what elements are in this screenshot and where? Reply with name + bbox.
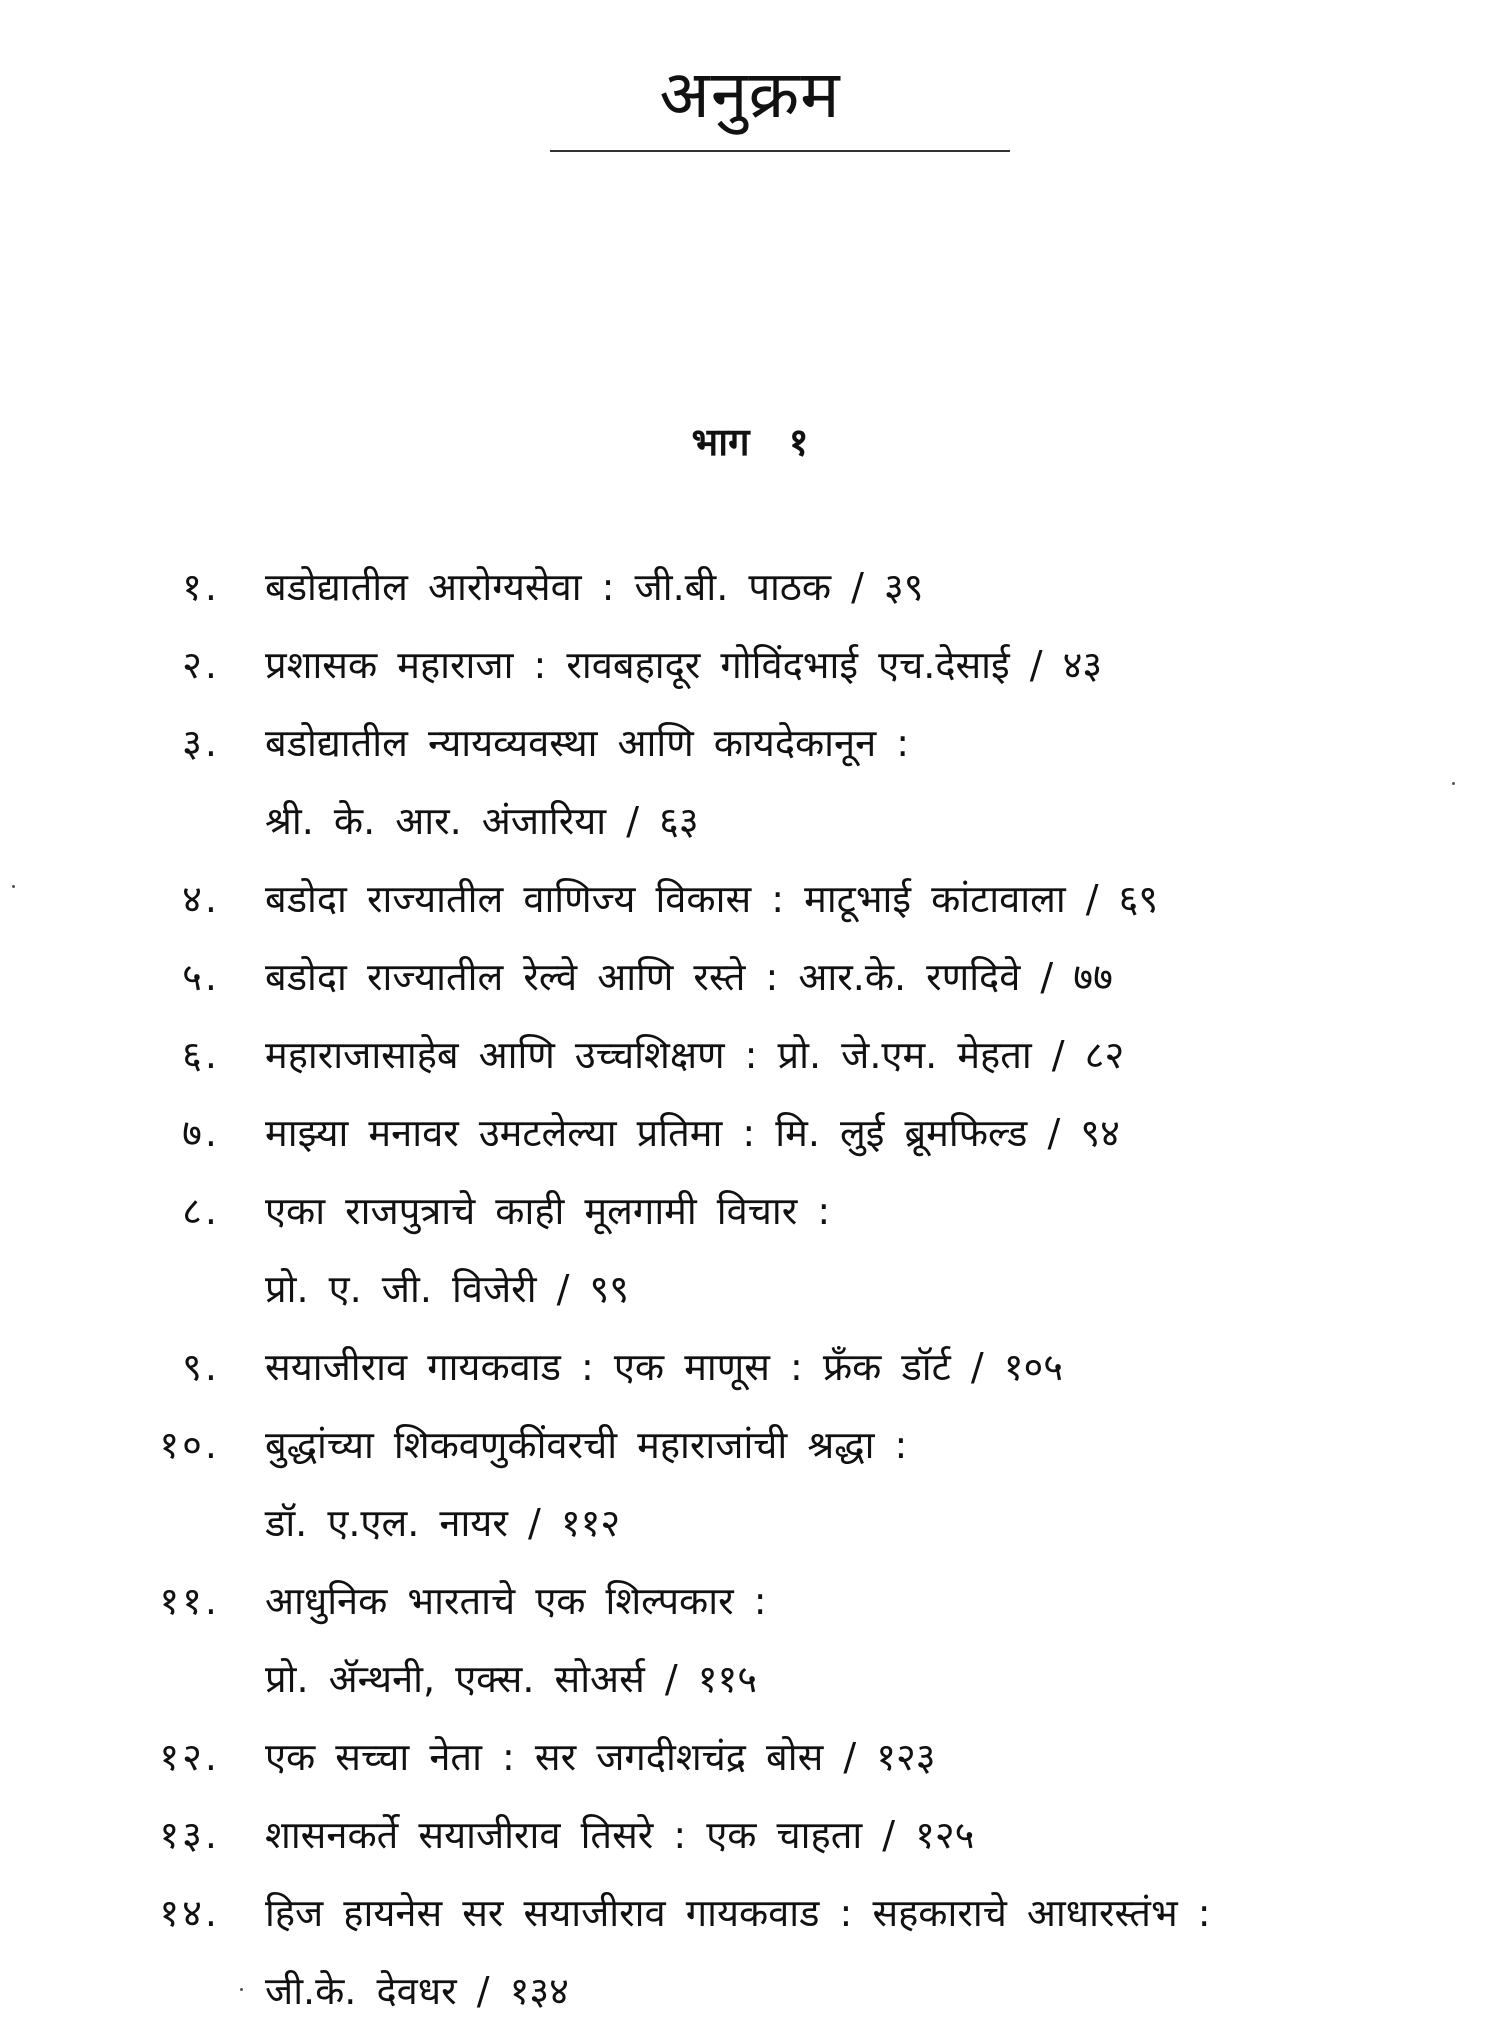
- toc-entry-author-line: श्री. के. आर. अंजारिया / ६३: [265, 799, 699, 843]
- toc-entry-title-line: बडोदा राज्यातील वाणिज्य विकास : माटूभाई कांटावाला / ६९: [265, 877, 1159, 921]
- part-heading: भाग १: [691, 420, 809, 464]
- toc-entry-number: १०.: [159, 1423, 220, 1467]
- toc-entry: [0, 626, 1500, 704]
- toc-entry-title-line: महाराजासाहेब आणि उच्चशिक्षण : प्रो. जे.एम. मेहता / ८२: [265, 1033, 1125, 1077]
- toc-entry-number: ३.: [182, 721, 220, 765]
- toc-entry: [0, 860, 1500, 938]
- toc-entry: [0, 1016, 1500, 1094]
- toc-entry-text: [265, 860, 1465, 938]
- toc-entry: [0, 938, 1500, 1016]
- toc-entry: [0, 1562, 1500, 1718]
- toc-entry-text: [265, 626, 1465, 704]
- title-underline: [550, 150, 1010, 152]
- toc-entry-title-line: बडोद्यातील न्यायव्यवस्था आणि कायदेकानून :: [265, 721, 910, 765]
- table-of-contents: [0, 548, 1500, 2030]
- toc-entry-number: ७.: [182, 1111, 220, 1155]
- toc-entry: [0, 1718, 1500, 1796]
- toc-entry-text: [265, 1796, 1465, 1874]
- toc-entry-number: १.: [182, 565, 220, 609]
- toc-entry-number: ५.: [182, 955, 220, 999]
- toc-entry-author-line: जी.के. देवधर / १३४: [265, 1969, 569, 2013]
- toc-entry-title-line: बुद्धांच्या शिकवणुकींवरची महाराजांची श्रद्धा :: [265, 1423, 908, 1467]
- toc-entry: [0, 1328, 1500, 1406]
- toc-entry-title-line: बडोद्यातील आरोग्यसेवा : जी.बी. पाठक / ३९: [265, 565, 924, 609]
- toc-entry-title-line: माझ्या मनावर उमटलेल्या प्रतिमा : मि. लुई ब्रूमफिल्ड / ९४: [265, 1111, 1120, 1155]
- toc-entry-author-line: प्रो. ए. जी. विजेरी / ९९: [265, 1267, 630, 1311]
- scan-speck: [1452, 782, 1455, 785]
- toc-entry-text: [265, 1016, 1465, 1094]
- toc-entry-number: २.: [182, 643, 220, 687]
- toc-entry-text: [265, 548, 1465, 626]
- toc-entry-title-line: आधुनिक भारताचे एक शिल्पकार :: [265, 1579, 767, 1623]
- toc-entry: [0, 704, 1500, 860]
- toc-entry-author-line: प्रो. ॲन्थनी, एक्स. सोअर्स / ११५: [265, 1657, 758, 1701]
- toc-entry-text: [265, 1094, 1465, 1172]
- toc-entry-title-line: एक सच्चा नेता : सर जगदीशचंद्र बोस / १२३: [265, 1735, 936, 1779]
- toc-entry-number: ९.: [182, 1345, 220, 1389]
- scan-speck: [240, 1988, 243, 1991]
- toc-entry-text: [265, 1328, 1465, 1406]
- toc-entry-text: [265, 1406, 1465, 1562]
- toc-entry: [0, 1094, 1500, 1172]
- toc-entry-text: [265, 938, 1465, 1016]
- toc-entry-title-line: एका राजपुत्राचे काही मूलगामी विचार :: [265, 1189, 831, 1233]
- toc-entry-number: ६.: [182, 1033, 220, 1077]
- toc-entry-number: ११.: [159, 1579, 220, 1623]
- toc-entry-text: [265, 1562, 1465, 1718]
- toc-entry: [0, 1874, 1500, 2030]
- toc-entry: [0, 1406, 1500, 1562]
- scan-speck: [12, 885, 15, 888]
- toc-entry: [0, 1172, 1500, 1328]
- toc-entry-text: [265, 1172, 1465, 1328]
- toc-entry-number: ४.: [182, 877, 220, 921]
- toc-entry: [0, 1796, 1500, 1874]
- toc-entry-author-line: डॉ. ए.एल. नायर / ११२: [265, 1501, 621, 1545]
- toc-entry-number: १४.: [159, 1891, 220, 1935]
- toc-entry-title-line: हिज हायनेस सर सयाजीराव गायकवाड : सहकाराचे आधारस्तंभ :: [265, 1891, 1211, 1935]
- toc-entry-title-line: बडोदा राज्यातील रेल्वे आणि रस्ते : आर.के. रणदिवे / ७७: [265, 955, 1113, 999]
- toc-entry-number: १२.: [159, 1735, 220, 1779]
- toc-entry-number: ८.: [182, 1189, 220, 1233]
- toc-entry-title-line: शासनकर्ते सयाजीराव तिसरे : एक चाहता / १२५: [265, 1813, 975, 1857]
- toc-entry: [0, 548, 1500, 626]
- page-title: अनुक्रम: [659, 56, 841, 133]
- toc-entry-text: [265, 1718, 1465, 1796]
- toc-entry-number: १३.: [159, 1813, 220, 1857]
- toc-entry-text: [265, 1874, 1465, 2030]
- toc-entry-text: [265, 704, 1465, 860]
- toc-entry-title-line: प्रशासक महाराजा : रावबहादूर गोविंदभाई एच.देसाई / ४३: [265, 643, 1103, 687]
- toc-entry-title-line: सयाजीराव गायकवाड : एक माणूस : फ्रँक डॉर्ट / १०५: [265, 1345, 1064, 1389]
